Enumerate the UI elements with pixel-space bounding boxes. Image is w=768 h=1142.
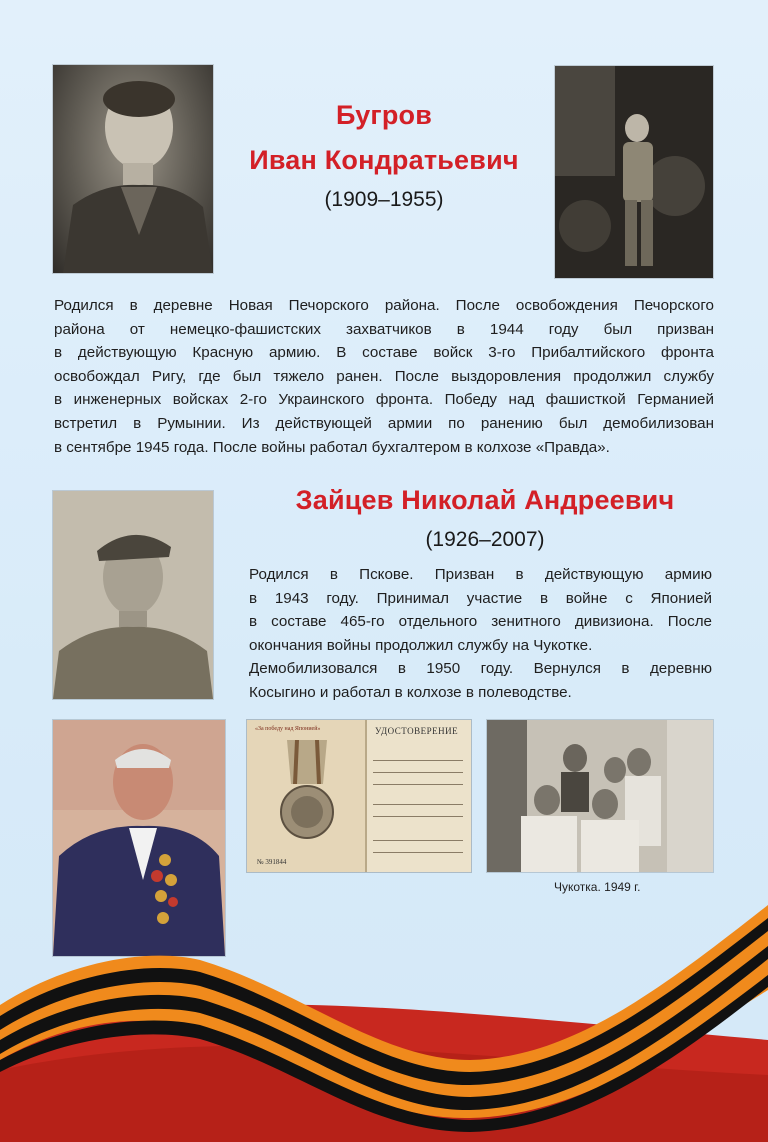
medal-icon [267, 740, 347, 850]
zaitsev-veteran-photo [53, 720, 225, 956]
certificate-rule [373, 840, 463, 841]
portrait-figure-icon [53, 65, 213, 273]
group-figures-icon [487, 720, 713, 872]
person1-years: (1909–1955) [324, 188, 444, 211]
bugrov-portrait-photo [53, 65, 213, 273]
bio-line: в 1943 году. Принимал участие в войне с Японией [249, 589, 712, 607]
certificate-rule [373, 760, 463, 761]
certificate-rule [373, 804, 463, 805]
bio-line: освобождал Ригу, где был тяжело ранен. После выздоровления продолжил службу [54, 367, 714, 385]
certificate-title: УДОСТОВЕРЕНИЕ [375, 726, 459, 736]
bio-line: Косыгино и работал в колхозе в полеводстве. [249, 683, 572, 701]
bio-line: Демобилизовался в 1950 году. Вернулся в деревню [249, 660, 712, 678]
chukotka-group-photo [487, 720, 713, 872]
bio-line: в действующую Красную армию. В составе войск 3-го Прибалтийского фронта [54, 344, 714, 362]
portrait-figure-icon [53, 491, 213, 699]
person1-biography [54, 294, 714, 459]
person1-given-names: Иван Кондратьевич [249, 145, 519, 175]
bio-line: окончания войны продолжил службу на Чукотке. [249, 636, 593, 654]
bio-line: в сентябре 1945 года. После войны работал бухгалтером в колхозе «Правда». [54, 438, 610, 456]
bio-line: в инженерных войсках 2-го Украинского фронта. Победу над фашисткой Германией [54, 391, 714, 409]
veteran-figure-icon [53, 720, 225, 956]
zaitsev-portrait-photo [53, 491, 213, 699]
bio-line: Родился в деревне Новая Печорского района. После освобождения Печорского [54, 297, 714, 314]
certificate-rule [373, 852, 463, 853]
person2-years: (1926–2007) [425, 528, 545, 551]
certificate-rule [373, 784, 463, 785]
certificate-number: № 391844 [257, 858, 287, 866]
certificate-rule [373, 816, 463, 817]
bio-line: района от немецко-фашистских захватчиков в 1944 году был призван [54, 320, 714, 338]
certificate-right-page [367, 720, 471, 872]
certificate-medal-label: «За победу над Японией» [255, 726, 321, 732]
certificate-rule [373, 772, 463, 773]
bio-line: встретил в Румынии. Из действующей армии по ранению был демобилизован [54, 414, 714, 432]
bio-line: Родился в Пскове. Призван в действующую армию [249, 566, 712, 583]
person1-surname: Бугров [335, 100, 433, 130]
soldier-figure-icon [555, 66, 713, 278]
group-photo-caption: Чукотка. 1949 г. [554, 880, 641, 894]
person2-name: Зайцев Николай Андреевич [295, 485, 675, 515]
bugrov-soldier-photo [555, 66, 713, 278]
bio-line: в составе 465-го отдельного зенитного дивизиона. После [249, 613, 712, 631]
certificate-fold [365, 720, 367, 872]
person2-biography [249, 563, 712, 705]
medal-certificate [247, 720, 471, 872]
